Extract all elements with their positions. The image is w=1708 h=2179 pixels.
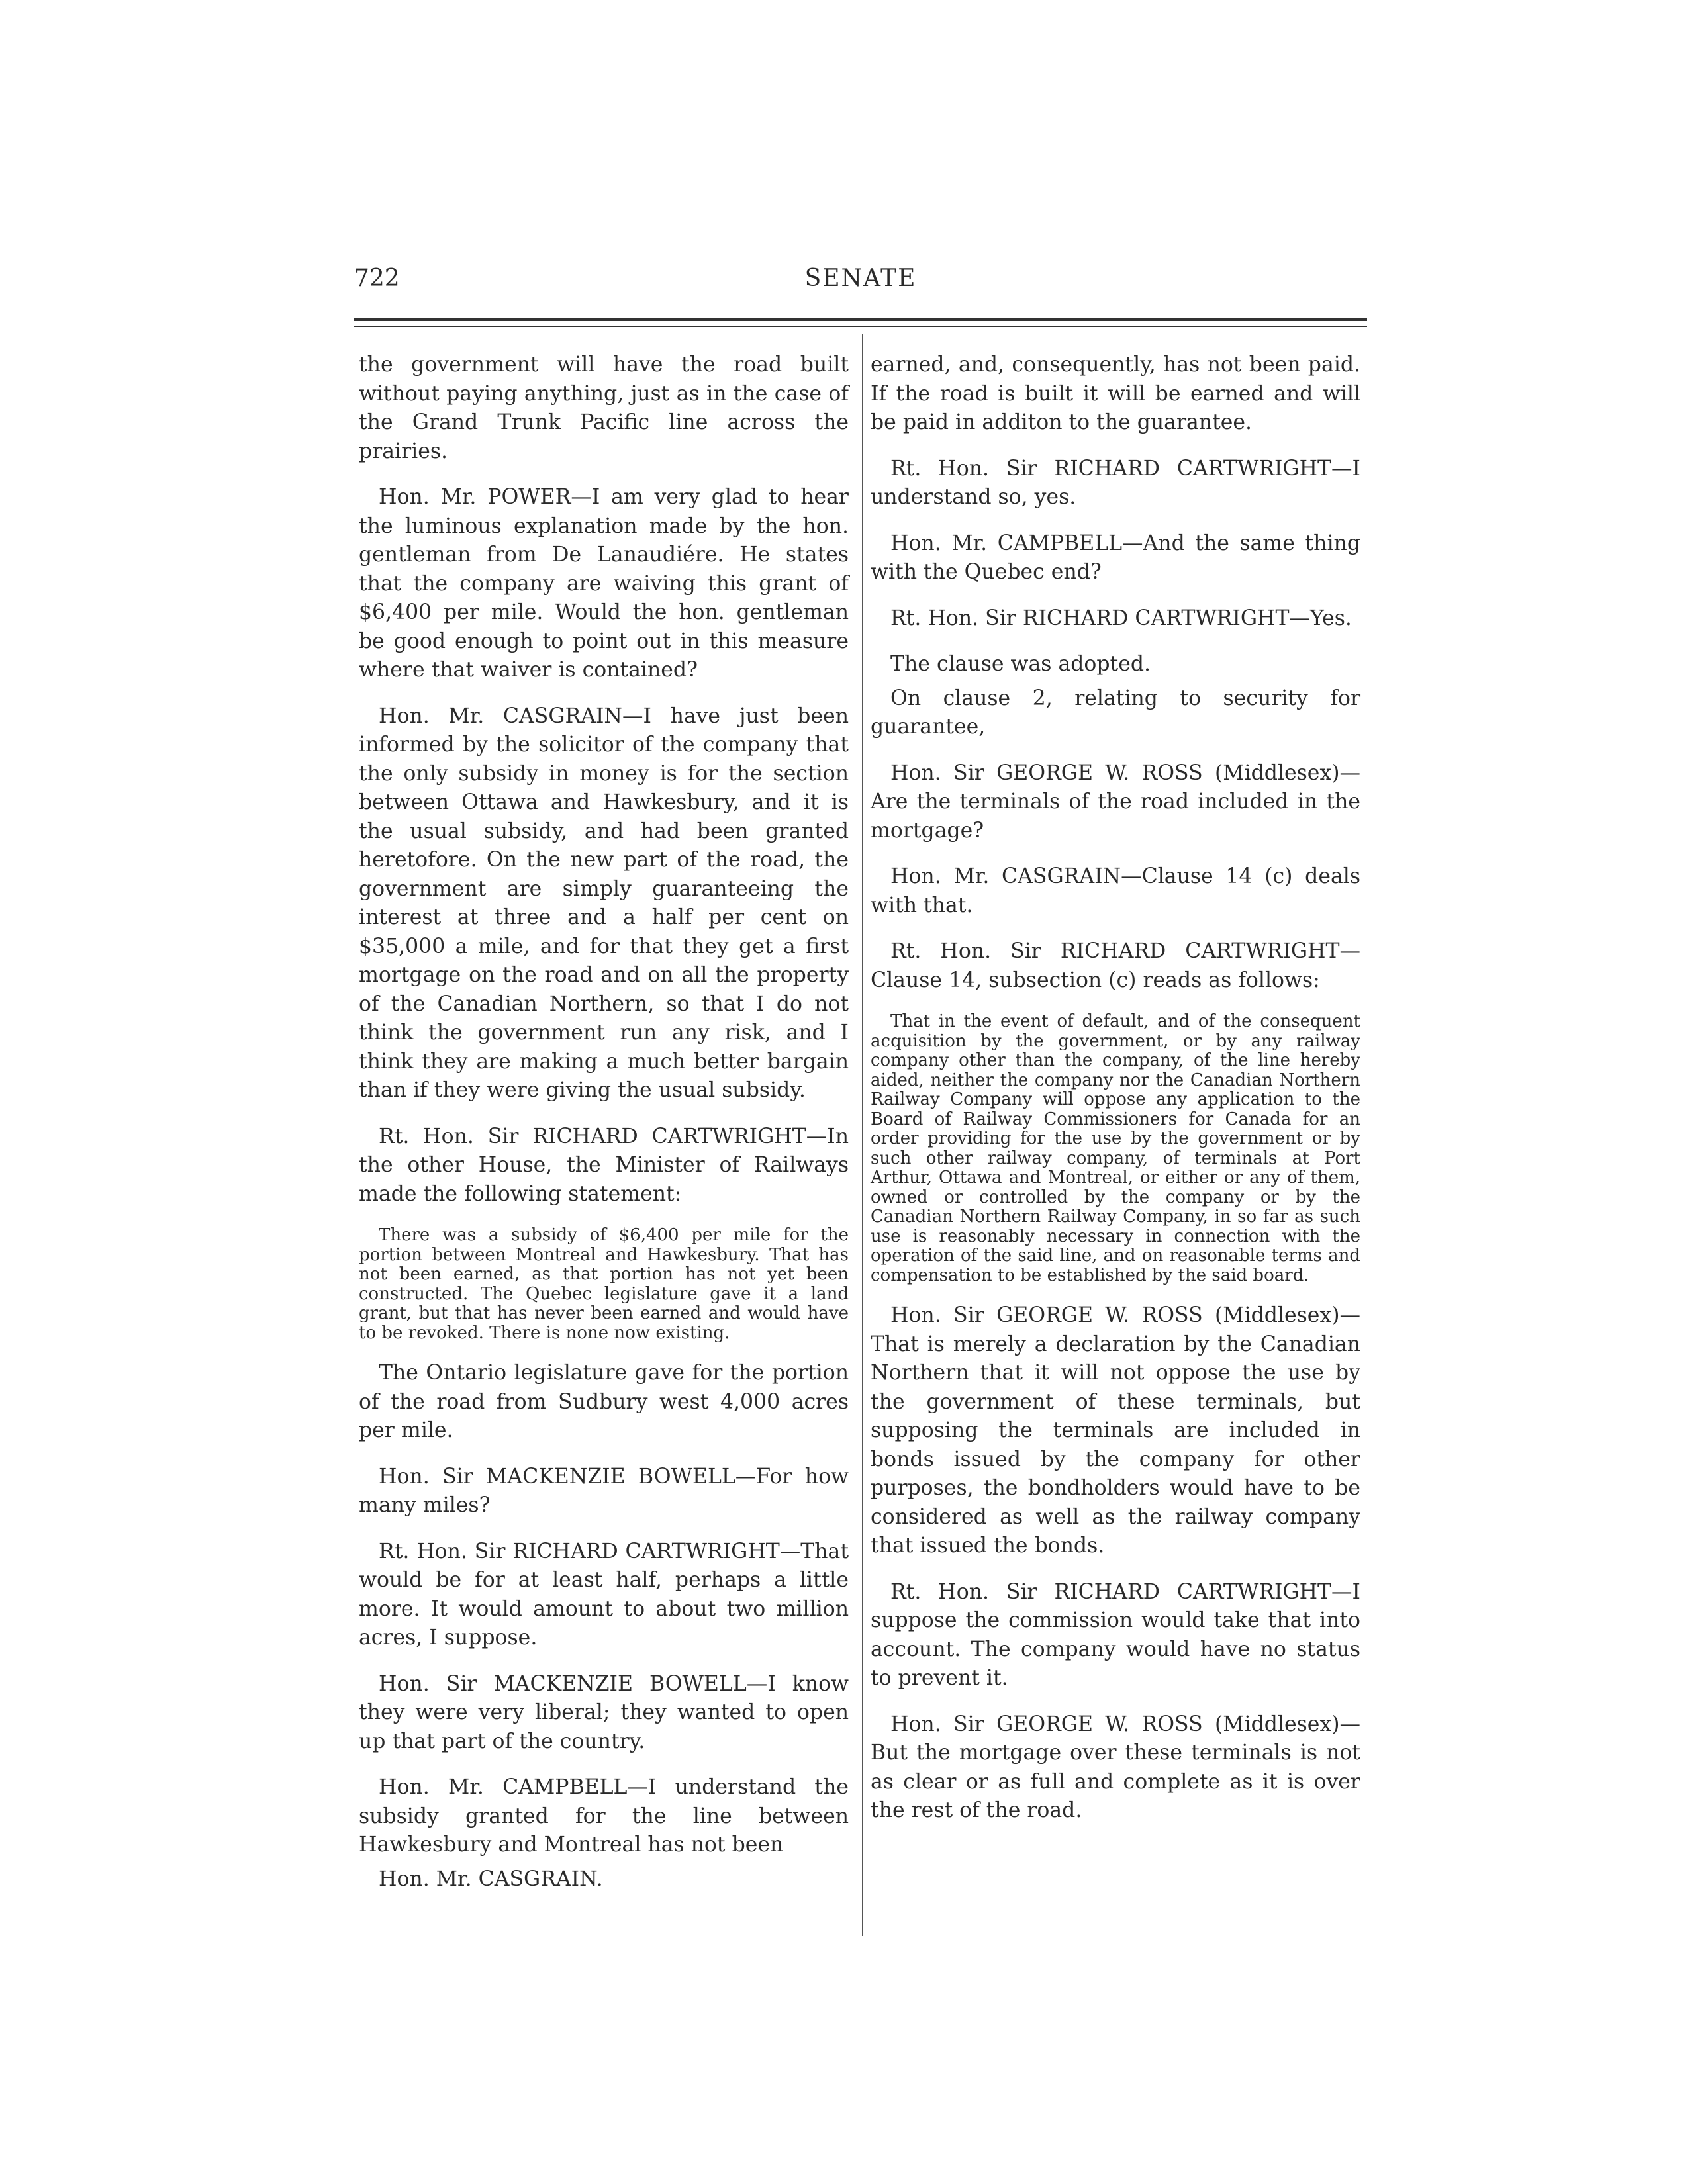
speech-cartwright: Rt. Hon. Sir RICHARD CARTWRIGHT—In the other House, the Minister of Railways made the following statement: — [359, 1124, 849, 1206]
clause-heading: On clause 2, relating to security for guarantee, — [871, 686, 1360, 739]
paragraph: The Ontario legislature gave for the portion of the road from Sudbury west 4,000 acres per mile. — [359, 1361, 849, 1442]
speech-campbell: Hon. Mr. CAMPBELL—I understand the subsidy granted for the line between Hawkesbury and Montreal has not been — [359, 1775, 849, 1857]
quoted-clause: That in the event of default, and of the consequent acquisition by the government, or by any railway company other than the company, of the line hereby aided, neither the company nor the Canadian Northern Railway Company will oppose any application to the Board of Railway Commissioners for Canada for an order providing for the use by the government or by such other railway company, of terminals at Port Arthur, Ottawa and Montreal, or either or any of them, owned or controlled by the company or by the Canadian Northern Railway Company, in so far as such use is reasonably necessary in connection with the operation of the said line, and on reasonable terms and compensation to be established by the said board. — [871, 1011, 1360, 1285]
speech-power: Hon. Mr. POWER—I am very glad to hear the luminous explanation made by the hon. gentleman from De Lanaudiére. He states that the company are waiving this grant of $6,400 per mile. Would the hon. gentleman be good enough to point out in this measure where that waiver is contained? — [359, 485, 849, 682]
speech-casgrain: Hon. Mr. CASGRAIN—Clause 14 (c) deals with that. — [871, 864, 1360, 917]
paragraph: the government will have the road built without paying anything, just as in the case of the Grand Trunk Pacific line across the prairies. — [359, 353, 849, 463]
speech-cartwright: Rt. Hon. Sir RICHARD CARTWRIGHT—Yes. — [890, 606, 1352, 630]
speech-campbell: Hon. Mr. CAMPBELL—And the same thing with the Quebec end? — [871, 531, 1360, 584]
column-divider — [862, 334, 863, 1936]
speech-bowell: Hon. Sir MACKENZIE BOWELL—I know they were very liberal; they wanted to open up that part of the country. — [359, 1671, 849, 1753]
header-rule-thick — [354, 318, 1367, 321]
quoted-statement: There was a subsidy of $6,400 per mile for the portion between Montreal and Hawkesbury. That has not been earned, as that portion has not yet been constructed. The Quebec legislature gave it a land grant, but that has never been earned and would have to be revoked. There is none now existing. — [359, 1225, 849, 1343]
speech-cartwright: Rt. Hon. Sir RICHARD CARTWRIGHT—Clause 14, subsection (c) reads as follows: — [871, 939, 1360, 992]
running-title: SENATE — [804, 265, 917, 292]
clause-adopted: The clause was adopted. — [890, 652, 1151, 676]
speech-casgrain: Hon. Mr. CASGRAIN—I have just been informed by the solicitor of the company that the only subsidy in money is for the section between Ottawa and Hawkesbury, and it is the usual subsidy, and had been granted heretofore. On the new part of the road, the government are simply guaranteeing the interest at three and a half per cent on $35,000 a mile, and for that they get a first mortgage on the road and on all the property of the Canadian Northern, so that I do not think the government run any risk, and I think they are making a much better bargain than if they were giving the usual subsidy. — [359, 704, 849, 1102]
speech-cartwright: Rt. Hon. Sir RICHARD CARTWRIGHT—I suppose the commission would take that into account. The company would have no status to prevent it. — [871, 1579, 1360, 1690]
right-column — [871, 351, 1360, 1843]
paragraph: earned, and, consequently, has not been paid. If the road is built it will be earned and will be paid in additon to the guarantee. — [871, 353, 1360, 434]
speech-bowell: Hon. Sir MACKENZIE BOWELL—For how many miles? — [359, 1464, 849, 1517]
speech-ross: Hon. Sir GEORGE W. ROSS (Middlesex)—That is merely a declaration by the Canadian Northern that it will not oppose the use by the government of these terminals, but supposing the terminals are included in bonds issued by the company for other purposes, the bondholders would have to be considered as well as the railway company that issued the bonds. — [871, 1303, 1360, 1557]
speech-ross: Hon. Sir GEORGE W. ROSS (Middlesex)—But the mortgage over these terminals is not as clear or as full and complete as it is over the rest of the road. — [871, 1712, 1360, 1822]
page-header — [354, 265, 1367, 304]
speech-cartwright: Rt. Hon. Sir RICHARD CARTWRIGHT—That would be for at least half, perhaps a little more. It would amount to about two million acres, I suppose. — [359, 1539, 849, 1649]
left-column — [359, 351, 849, 1894]
footer-speaker: Hon. Mr. CASGRAIN. — [379, 1867, 603, 1891]
page-number: 722 — [354, 265, 400, 292]
header-rule-thin — [354, 326, 1367, 327]
speech-ross: Hon. Sir GEORGE W. ROSS (Middlesex)—Are the terminals of the road included in the mortgage? — [871, 761, 1360, 843]
speech-cartwright: Rt. Hon. Sir RICHARD CARTWRIGHT—I understand so, yes. — [871, 456, 1360, 509]
